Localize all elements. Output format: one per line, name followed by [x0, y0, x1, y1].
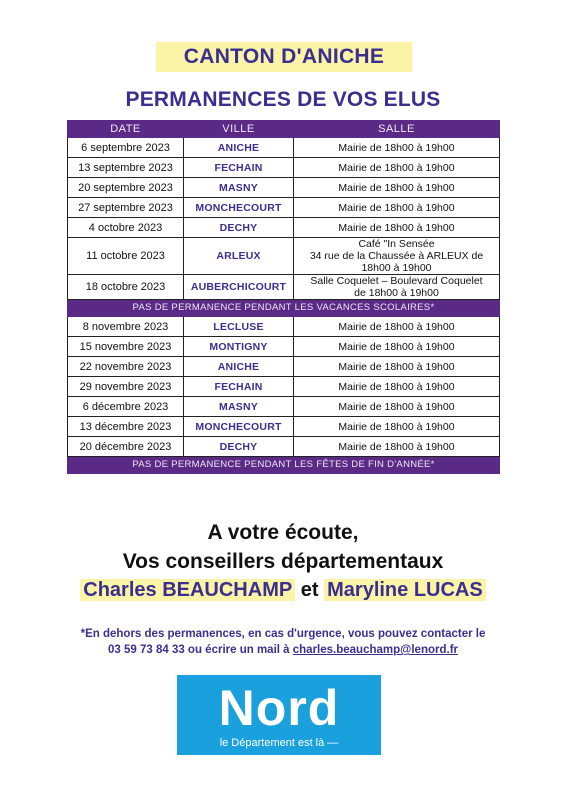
row-date: 20 décembre 2023: [68, 437, 184, 457]
row-ville: ANICHE: [184, 357, 294, 377]
salle-line: 18h00 à 19h00: [361, 262, 432, 274]
row-date: 13 décembre 2023: [68, 417, 184, 437]
logo-tagline: le Département est là —: [219, 737, 339, 749]
salle-line: Café "In Sensée: [358, 238, 435, 250]
row-date: 8 novembre 2023: [68, 317, 184, 337]
row-salle: [294, 275, 500, 300]
table-row: [68, 317, 500, 337]
schedule-table: [67, 120, 500, 474]
ecoute-heading: [40, 518, 526, 576]
table-row: [68, 198, 500, 218]
note-line-2: [40, 642, 526, 658]
page-subtitle: PERMANENCES DE VOS ELUS: [125, 88, 441, 111]
row-date: 6 décembre 2023: [68, 397, 184, 417]
row-date: 4 octobre 2023: [68, 218, 184, 238]
no-session-banner: [68, 457, 500, 474]
councillor-name-1: Charles BEAUCHAMP: [80, 579, 295, 601]
and-word: et: [300, 579, 319, 601]
note-phone-text: 03 59 73 84 33 ou écrire un mail à: [108, 644, 290, 656]
salle-line: Salle Coquelet – Boulevard Coquelet: [310, 275, 483, 287]
row-date: 6 septembre 2023: [68, 138, 184, 158]
table-row: [68, 178, 500, 198]
row-ville: AUBERCHICOURT: [184, 275, 294, 300]
table-row: [68, 397, 500, 417]
row-date: 29 novembre 2023: [68, 377, 184, 397]
table-row: [68, 238, 500, 275]
row-date: 20 septembre 2023: [68, 178, 184, 198]
councillor-name-2: Maryline LUCAS: [324, 579, 486, 601]
row-ville: ARLEUX: [184, 238, 294, 275]
row-ville: MONCHECOURT: [184, 198, 294, 218]
row-date: 27 septembre 2023: [68, 198, 184, 218]
banner-text: PAS DE PERMANENCE PENDANT LES FÊTES DE FIN D'ANNÉE*: [68, 457, 500, 474]
row-salle: Mairie de 18h00 à 19h00: [294, 317, 500, 337]
contact-note: [40, 626, 526, 658]
row-ville: MONTIGNY: [184, 337, 294, 357]
row-salle: Mairie de 18h00 à 19h00: [294, 417, 500, 437]
salle-line: 34 rue de la Chaussée à ARLEUX de: [309, 250, 484, 262]
note-line-1: *En dehors des permanences, en cas d'urgence, vous pouvez contacter le: [80, 628, 486, 640]
row-ville: DECHY: [184, 437, 294, 457]
row-ville: FECHAIN: [184, 377, 294, 397]
row-date: 15 novembre 2023: [68, 337, 184, 357]
row-salle: Mairie de 18h00 à 19h00: [294, 377, 500, 397]
email-link[interactable]: charles.beauchamp@lenord.fr: [292, 644, 458, 656]
row-salle: Mairie de 18h00 à 19h00: [294, 138, 500, 158]
row-ville: MASNY: [184, 178, 294, 198]
row-date: 22 novembre 2023: [68, 357, 184, 377]
row-salle: Mairie de 18h00 à 19h00: [294, 218, 500, 238]
row-ville: MASNY: [184, 397, 294, 417]
banner-text: PAS DE PERMANENCE PENDANT LES VACANCES SCOLAIRES*: [68, 300, 500, 317]
ecoute-line-1: A votre écoute,: [207, 521, 359, 544]
row-salle: Mairie de 18h00 à 19h00: [294, 198, 500, 218]
salle-line: de 18h00 à 19h00: [354, 287, 439, 299]
councillors-names: [40, 576, 526, 604]
no-session-banner: [68, 300, 500, 317]
ecoute-line-2: Vos conseillers départementaux: [122, 550, 444, 573]
row-salle: Mairie de 18h00 à 19h00: [294, 357, 500, 377]
row-salle: Mairie de 18h00 à 19h00: [294, 158, 500, 178]
row-date: 11 octobre 2023: [68, 238, 184, 275]
table-row: [68, 158, 500, 178]
row-ville: LECLUSE: [184, 317, 294, 337]
table-row: [68, 417, 500, 437]
table-row: [68, 437, 500, 457]
table-row: [68, 337, 500, 357]
row-ville: MONCHECOURT: [184, 417, 294, 437]
table-row: [68, 377, 500, 397]
row-salle: Mairie de 18h00 à 19h00: [294, 437, 500, 457]
row-salle: Mairie de 18h00 à 19h00: [294, 337, 500, 357]
row-date: 13 septembre 2023: [68, 158, 184, 178]
row-date: 18 octobre 2023: [68, 275, 184, 300]
table-header-row: [68, 121, 500, 138]
column-header-ville: VILLE: [184, 121, 294, 138]
table-row: [68, 275, 500, 300]
table-row: [68, 138, 500, 158]
table-row: [68, 357, 500, 377]
logo-wordmark: Nord: [218, 680, 340, 736]
row-salle: Mairie de 18h00 à 19h00: [294, 178, 500, 198]
row-ville: DECHY: [184, 218, 294, 238]
column-header-salle: SALLE: [294, 121, 500, 138]
row-ville: FECHAIN: [184, 158, 294, 178]
row-ville: ANICHE: [184, 138, 294, 158]
row-salle: Mairie de 18h00 à 19h00: [294, 397, 500, 417]
canton-title: CANTON D'ANICHE: [156, 42, 412, 72]
nord-logo: [177, 675, 381, 755]
table-row: [68, 218, 500, 238]
column-header-date: DATE: [68, 121, 184, 138]
row-salle: [294, 238, 500, 275]
